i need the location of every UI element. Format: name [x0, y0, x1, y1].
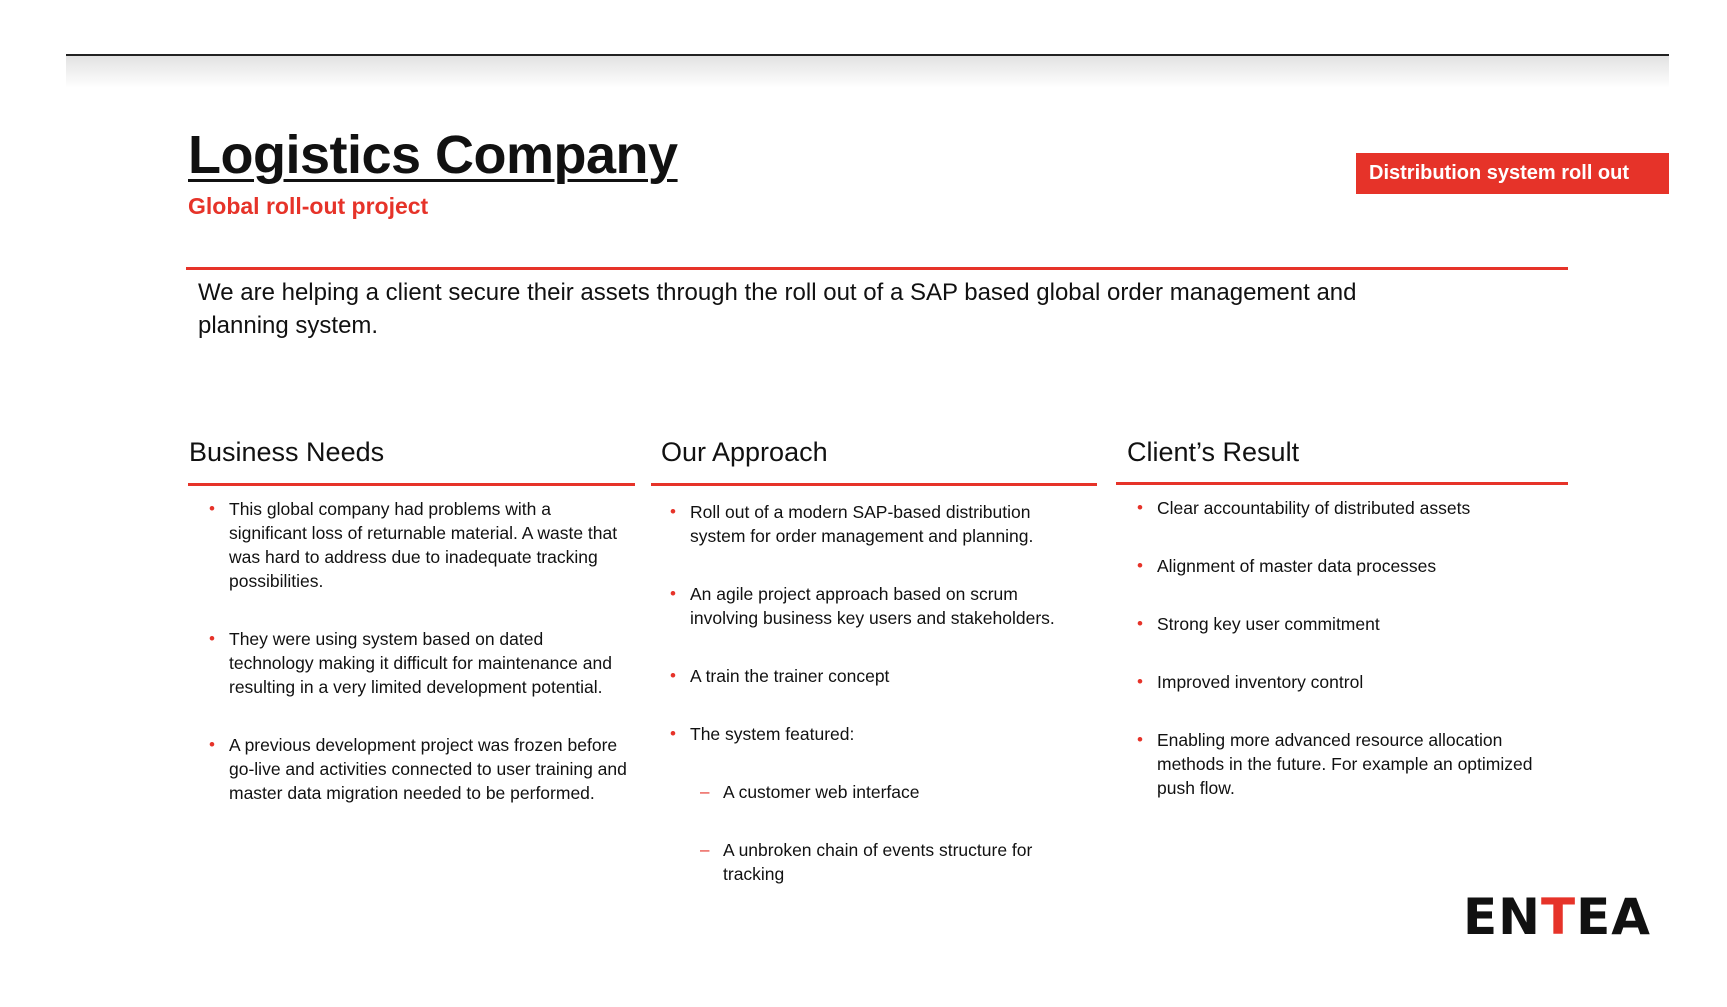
- our-approach-list: [670, 500, 1090, 886]
- clients-result-section: [1127, 436, 1299, 468]
- list-item: • Clear accountability of distributed assets: [1137, 498, 1471, 518]
- entea-logo: ENTEA: [1463, 888, 1651, 946]
- business-needs-heading: Business Needs: [189, 437, 385, 467]
- list-item: • A train the trainer concept: [670, 666, 890, 686]
- intro-divider: [186, 267, 1568, 270]
- list-item: • A previous development project was frozen before go-live and activities connected to user training and master data migration needed to be performed.: [209, 735, 627, 803]
- list-item: • Strong key user commitment: [1137, 614, 1380, 634]
- bullet-icon: •: [1137, 498, 1143, 517]
- clients-result-divider: [1116, 482, 1568, 485]
- list-item: • This global company had problems with a significant loss of returnable material. A waste that was hard to address due to inadequate tracking possibilities.: [209, 499, 618, 591]
- bullet-icon: •: [670, 724, 676, 743]
- bullet-icon: •: [209, 499, 215, 518]
- bullet-icon: •: [1137, 614, 1143, 633]
- bullet-icon: •: [1137, 672, 1143, 691]
- our-approach-section: [661, 436, 828, 468]
- bullet-icon: •: [209, 735, 215, 754]
- list-item: • The system featured:: [670, 724, 855, 744]
- list-item: • Improved inventory control: [1137, 672, 1364, 692]
- bullet-icon: •: [670, 502, 676, 521]
- sub-list-item: – A unbroken chain of events structure for tracking: [700, 840, 1033, 884]
- sub-list-item: – A customer web interface: [700, 782, 920, 802]
- business-needs-list: [209, 497, 629, 805]
- intro-text: We are helping a client secure their assets through the roll out of a SAP based global order management and planning system.: [198, 279, 1357, 339]
- bullet-icon: •: [670, 666, 676, 685]
- top-shadow: [66, 56, 1669, 88]
- bullet-icon: •: [670, 584, 676, 603]
- category-badge: Distribution system roll out: [1356, 153, 1669, 194]
- bullet-icon: •: [209, 629, 215, 648]
- dash-icon: –: [700, 840, 710, 859]
- page-title: Logistics Company: [188, 125, 678, 185]
- list-item: • They were using system based on dated technology making it difficult for maintenance and resulting in a very limited development potential.: [209, 629, 612, 697]
- business-needs-section: [189, 436, 384, 468]
- bullet-icon: •: [1137, 556, 1143, 575]
- list-item: • Alignment of master data processes: [1137, 556, 1437, 576]
- business-needs-divider: [188, 483, 635, 486]
- our-approach-divider: [651, 483, 1097, 486]
- clients-result-list: [1137, 496, 1557, 800]
- list-item: • Enabling more advanced resource allocation methods in the future. For example an optimized push flow.: [1137, 730, 1533, 798]
- dash-icon: –: [700, 782, 710, 801]
- list-item: • An agile project approach based on scrum involving business key users and stakeholders.: [670, 584, 1055, 628]
- clients-result-heading: Client’s Result: [1127, 437, 1300, 467]
- list-item: • Roll out of a modern SAP-based distribution system for order management and planning.: [670, 502, 1034, 546]
- bullet-icon: •: [1137, 730, 1143, 749]
- page-subtitle: Global roll-out project: [188, 193, 429, 219]
- our-approach-heading: Our Approach: [661, 437, 828, 467]
